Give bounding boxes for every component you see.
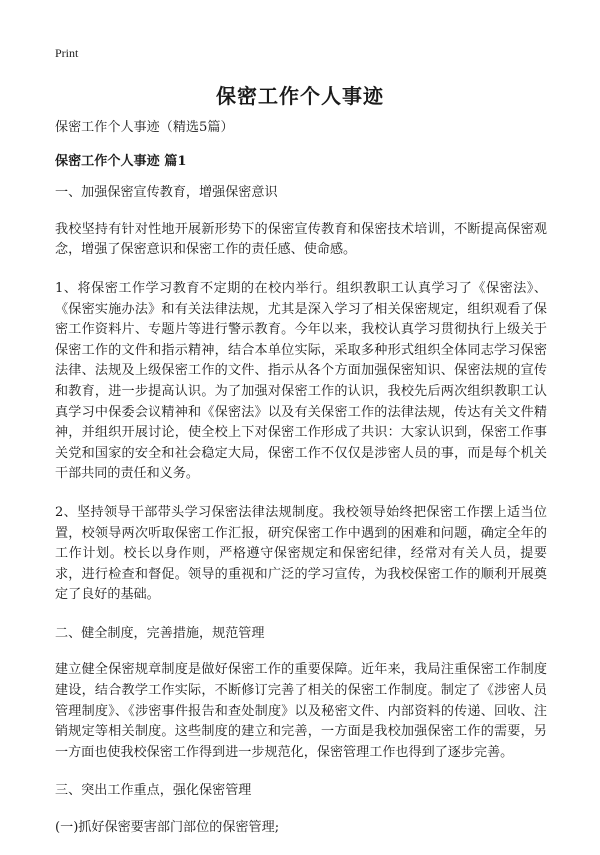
paragraph: 1、将保密工作学习教育不定期的在校内举行。组织教职工认真学习了《保密法》、《保密实施办法》和有关法律法规，尤其是深入学习了相关保密规定，组织观看了保密工作资料片、专题片等进行警示教育。今年以来，我校认真学习贯彻执行上级关于保密工作的文件和指示精神，结合本单位实际，采取多种形式组织全体同志学习保密法律、法规及上级保密工作的文件、指示从各个方面加强保密知识、保密法规的宣传和教育，进一步提高认识。为了加强对保密工作的认识，我校先后两次组织教职工认真学习中保委会议精神和《保密法》以及有关保密工作的法律法规，传达有关文件精神，并组织开展讨论，使全校上下对保密工作形成了共识：大家认识到，保密工作事关党和国家的安全和社会稳定大局，保密工作不仅仅是涉密人员的事，而是每个机关干部共同的责任和义务。 xyxy=(55,280,547,482)
print-link[interactable]: Print xyxy=(55,46,79,60)
article-heading: 保密工作个人事迹 篇1 xyxy=(55,153,187,169)
section-heading: 一、加强保密宣传教育，增强保密意识 xyxy=(55,185,278,201)
section-heading: 三、突出工作重点，强化保密管理 xyxy=(55,783,252,799)
paragraph: 2、坚持领导干部带头学习保密法律法规制度。我校领导始终把保密工作摆上适当位置，校领导两次听取保密工作汇报，研究保密工作中遇到的困难和问题，确定全年的工作计划。校长以身作则，严格遵守保密规定和保密纪律，经常对有关人员，提要求，进行检查和督促。领导的重视和广泛的学习宣传，为我校保密工作的顺利开展奠定了良好的基础。 xyxy=(55,504,547,603)
document-subtitle: 保密工作个人事迹（精选5篇） xyxy=(55,120,234,135)
document-body xyxy=(55,118,547,855)
section-heading: 二、健全制度，完善措施，规范管理 xyxy=(55,625,265,641)
paragraph: 建立健全保密规章制度是做好保密工作的重要保障。近年来，我局注重保密工作制度建设，结合教学工作实际，不断修订完善了相关的保密工作制度。制定了《涉密人员管理制度》、《涉密事件报告和查处制度》以及秘密文件、内部资料的传递、回收、注销规定等相关制度。这些制度的建立和完善，一方面是我校加强保密工作的需要，另一方面也使我校保密工作得到进一步规范化，保密管理工作也得到了逐步完善。 xyxy=(55,662,547,760)
document-title: 保密工作个人事迹 xyxy=(216,84,384,108)
paragraph: 我校坚持有针对性地开展新形势下的保密宣传教育和保密技术培训，不断提高保密观念，增强了保密意识和保密工作的责任感、使命感。 xyxy=(55,221,547,258)
section-heading: (一)抓好保密要害部门部位的保密管理; xyxy=(55,820,280,836)
